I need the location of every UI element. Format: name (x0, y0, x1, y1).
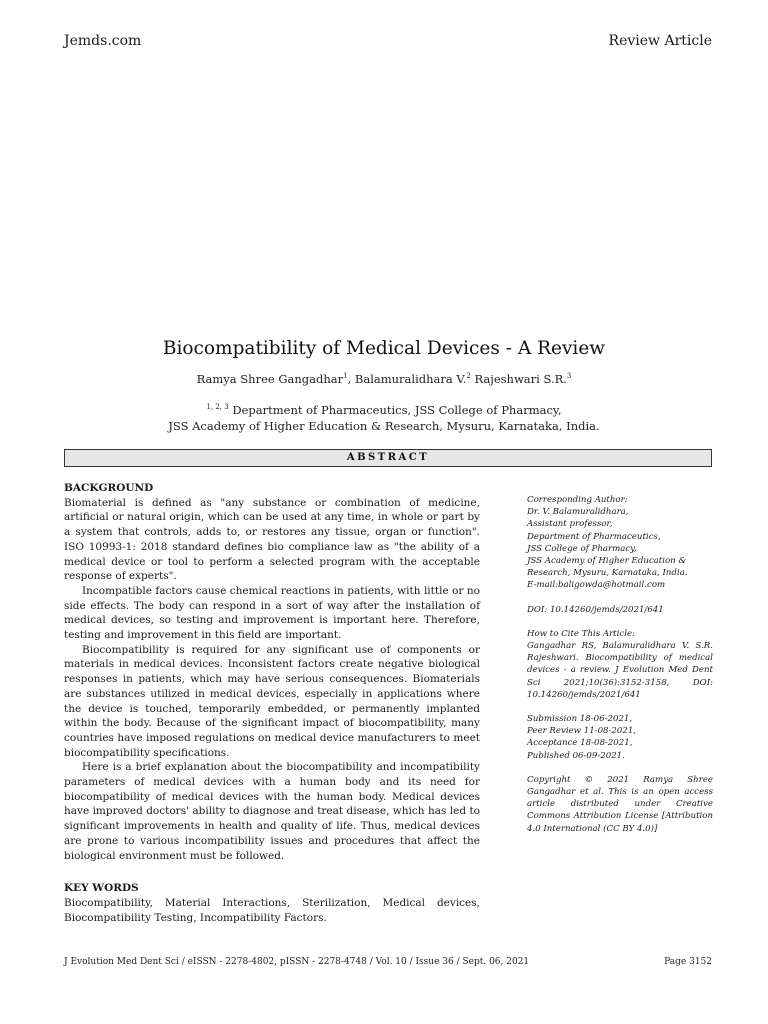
background-heading: BACKGROUND (64, 482, 154, 494)
affiliation-marks: 1, 2, 3 (206, 403, 229, 412)
abstract-heading-bar: ABSTRACT (64, 449, 712, 467)
date-line: Submission 18-06-2021, (527, 714, 633, 725)
author-separator: , (347, 372, 355, 386)
article-type: Review Article (608, 33, 712, 49)
doi-text: DOI: 10.14260/jemds/2021/641 (527, 604, 664, 615)
author-affil-mark: 2 (466, 372, 471, 381)
corresponding-line: Research, Mysuru, Karnataka, India. (527, 568, 688, 579)
corresponding-line: Corresponding Author: (527, 495, 628, 505)
corresponding-line: JSS Academy of Higher Education & (527, 556, 687, 567)
keywords-heading: KEY WORDS (64, 882, 139, 895)
corresponding-line: Dr. V. Balamuralidhara, (527, 507, 629, 518)
dates-block (527, 713, 713, 762)
author-name: Rajeshwari S.R. (474, 372, 567, 386)
corresponding-line: Department of Pharmaceutics, (527, 531, 661, 542)
author-affil-mark: 3 (566, 372, 572, 381)
affiliation (0, 402, 768, 434)
author-list (0, 372, 768, 386)
footer-journal: J Evolution Med Dent Sci / eISSN - 2278-4802, pISSN - 2278-4748 / Vol. 10 / Issue 36 / Sept. 06, 2021 (64, 957, 530, 967)
citation-block (527, 628, 713, 701)
corresponding-author-block (527, 494, 713, 592)
abstract-paragraph: Biocompatibility is required for any significant use of components or materials in medical devices. Inconsistent factors create negative biological responses in patients, which may have serious consequences. Biomaterials are substances utilized in medical devices, especially in applications where the device is touched, temporarily embedded, or permanently implanted within the body. Because of the significant impact of biocompatibility, many countries have imposed regulations on medical device manufacturers to meet biocompatibility specifications. (64, 643, 480, 759)
corresponding-line: JSS College of Pharmacy, (527, 543, 637, 554)
citation-heading: How to Cite This Article: (527, 628, 635, 639)
article-info-sidebar (527, 494, 713, 847)
page-number: Page 3152 (664, 957, 712, 967)
abstract-paragraph: Incompatible factors cause chemical reactions in patients, with little or no side effects. The body can respond in a sort of way after the installation of medical devices, so testing and improvement is important here. Therefore, testing and improvement in this field are important. (64, 584, 480, 642)
copyright-text: Copyright © 2021 Ramya Shree Gangadhar et al. This is an open access article distributed under Creative Commons Attribution License [Attribution 4.0 International (CC BY 4.0)] (527, 774, 713, 834)
site-name: Jemds.com (64, 33, 142, 49)
date-line: Peer Review 11-08-2021, (527, 726, 637, 737)
abstract-body (64, 481, 480, 925)
date-line: Published 06-09-2021. (527, 750, 625, 761)
affiliation-line-1: Department of Pharmaceutics, JSS College of Pharmacy, (232, 403, 562, 417)
date-line: Acceptance 18-08-2021, (527, 738, 633, 749)
author-name: Ramya Shree Gangadhar (196, 372, 344, 386)
corresponding-email: E-mail:baligowda@hotmail.com (527, 580, 666, 591)
citation-text: Gangadhar RS, Balamuralidhara V. S.R. Rajeshwari. Biocompatibility of medical devices - a review. J Evolution Med Dent Sci 2021;10(36):3152-3158, DOI: 10.14260/jemds/2021/641 (527, 641, 713, 700)
affiliation-line-2: JSS Academy of Higher Education & Research, Mysuru, Karnataka, India. (168, 419, 600, 433)
abstract-paragraph: Here is a brief explanation about the biocompatibility and incompatibility parameters of medical devices with a human body and its need for biocompatibility of medical devices with the human body. Medical devices have improved doctors' ability to diagnose and treat disease, which has led to significant improvements in health and quality of life. Thus, medical devices are prone to various incompatibility issues and procedures that affect the biological environment must be followed. (64, 761, 480, 862)
author-name: Balamuralidhara V. (354, 372, 467, 386)
abstract-paragraph: Biomaterial is defined as "any substance or combination of medicine, artificial or natural origin, which can be used at any time, in whole or part by a system that controls, adds to, or restores any tissue, organ or function". ISO 10993-1: 2018 standard defines bio compliance law as "the ability of a medical device or tool to perform a selected program with the acceptable response of experts". (64, 496, 480, 583)
corresponding-line: Assistant professor, (527, 519, 613, 530)
article-title: Biocompatibility of Medical Devices - A Review (162, 338, 606, 359)
author-affil-mark: 1 (343, 372, 348, 381)
keywords-text: Biocompatibility, Material Interactions, Sterilization, Medical devices, Biocompatibility Testing, Incompatibility Factors. (64, 896, 480, 924)
